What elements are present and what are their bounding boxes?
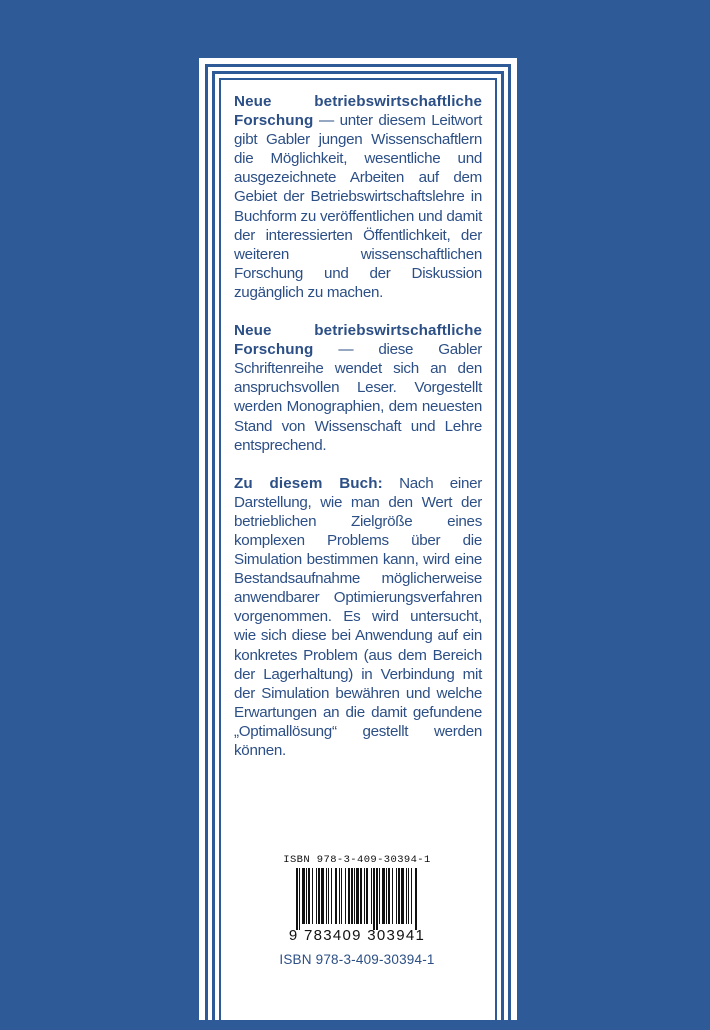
barcode-bar [379,868,380,924]
barcode-bar [415,868,417,930]
barcode-bar [386,868,387,924]
barcode-bar [411,868,412,924]
blurb-paragraph-2 [234,321,482,455]
barcode-bar [296,868,298,930]
barcode-bar [401,868,404,924]
barcode-bar [318,868,320,924]
barcode-bar [316,868,317,924]
paragraph-lead: Zu diesem Buch: [234,474,383,492]
isbn-label-top: ISBN 978-3-409-30394-1 [283,854,431,866]
paragraph-lead: Neue betriebswirtschaftliche Forschung [234,93,482,130]
barcode-bar [351,868,353,924]
barcode-bar [366,868,368,924]
barcode-bar [376,868,378,930]
barcode-bar [356,868,359,924]
blurb-paragraph-1 [234,92,482,302]
barcode-bar [382,868,385,924]
barcode-bar [308,868,310,924]
barcode-bar [328,868,329,924]
barcode-bar [360,868,362,924]
barcode-bar [392,868,393,924]
paragraph-body: — diese Gabler Schriftenreihe wendet sich an den anspruchsvollen Leser. Vorgestellt werden Monographien, dem neuesten Stand von Wissenschaft und Lehre entsprechend. [234,341,482,454]
blurb-text [234,92,482,779]
barcode-bar [299,868,300,930]
barcode-bar [354,868,355,924]
barcode-bar [306,868,307,924]
barcode-bar [321,868,324,924]
isbn-label-bottom: ISBN 978-3-409-30394-1 [279,952,435,967]
barcode-bar [312,868,313,924]
isbn-barcode [262,854,452,967]
barcode-bar [341,868,342,924]
barcode-bar [388,868,390,924]
barcode-bar [398,868,400,924]
barcode-bar [408,868,409,924]
paragraph-body: Nach einer Darstellung, wie man den Wert der betrieblichen Zielgröße eines komplexen Problems über die Simulation bestimmen kann, wird eine Bestandsaufnahme möglicherweise anwendbarer Optimierungsverfahren vorgenommen. Es wird untersucht, wie sich diese bei Anwendung auf ein konkretes Problem (aus dem Bereich der Lagerhaltung) in Verbindung mit der Simulation bewähren und welche Erwartungen an die damit gefundene „Optimallösung“ gestellt werden können. [234,474,482,759]
paragraph-lead: Neue betriebswirtschaftliche Forschung [234,322,482,359]
barcode-bar [339,868,340,924]
barcode-bar [406,868,407,924]
paragraph-body: — unter diesem Leitwort gibt Gabler jungen Wissenschaftlern die Möglichkeit, wesentliche und ausgezeichnete Arbeiten auf dem Gebiet der Betriebswirtschaftslehre in Buchform zu veröffentlichen und damit der interessierten Öffentlichkeit, der weiteren wissenschaftlichen Forschung und der Diskussion zugänglich zu machen. [234,112,482,301]
barcode-bar [373,868,375,930]
barcode-bar [348,868,350,924]
barcode-bar [302,868,305,924]
barcode-icon [292,868,422,930]
barcode-bar [331,868,332,924]
barcode-bar [326,868,327,924]
blurb-paragraph-3 [234,474,482,760]
ean-digits: 9 783409 303941 [288,927,426,944]
barcode-bar [396,868,397,924]
barcode-bar [364,868,365,924]
barcode-bar [345,868,346,924]
barcode-bar [371,868,372,924]
barcode-bar [335,868,337,924]
